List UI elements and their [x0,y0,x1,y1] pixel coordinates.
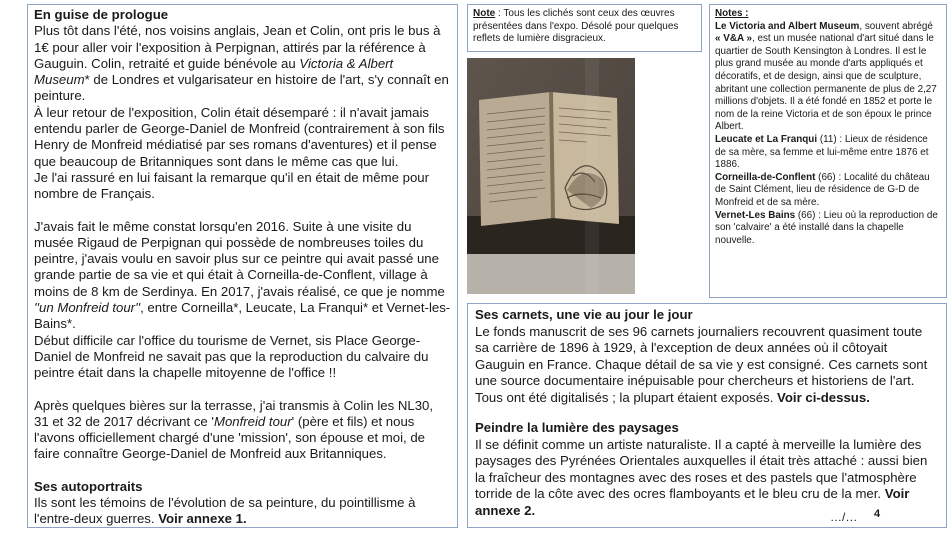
photo-note-box [467,4,702,52]
prologue-paragraph-6: Après quelques bières sur la terrasse, j'ai transmis à Colin les NL30, 31 et 32 de 2017 décrivant ce 'Monfreid tour' (père et fils) et nous l'avons officiellement chargé d'une 'mission', son épouse et moi, de faire connaître George-Daniel de Monfreid aux Britanniques. [34,397,434,462]
prologue-paragraph-4: J'avais fait le même constat lorsqu'en 2016. Suite à une visite du musée Rigaud de Perpignan qui possède de nombreuses toiles du peintre, j'avais voulu en savoir plus sur ce peintre qui avait passé une grande partie de sa vie et qui était à Corneilla-de-Conflent, village à moins de 8 km de Serdinya. En 2017, j'avais réalisé, ce que je nomme ''un Monfreid tour'', entre Corneilla*, Leucate, La Franqui* et Vernet-les-Bains*. [34,218,451,332]
prologue-paragraph-2: À leur retour de l'exposition, Colin était désemparé : il n'avait jamais entendu parler de George-Daniel de Monfreid (contrairement à son fils Henry de Monfreid médiatisé par ses romans d'aventures) et il pense que beaucoup de Britanniques sont dans le même cas que lui. [34,104,445,169]
notes-heading: Notes : [715,8,749,19]
note-corneilla: Corneilla-de-Conflent (66) : Localité du château de Saint Clément, lieu de résidence de G-D de Monfreid et de sa mère. [715,171,930,208]
prologue-paragraph-3: Je l'ai rassuré en lui faisant la remarque qu'il en était de même pour nombre de Français. [34,169,430,202]
note-victoria-albert: Le Victoria and Albert Museum, souvent abrégé « V&A », est un musée national d'art situé dans le quartier de South Kensington à Londres. Il est le plus grand musée au monde d'arts appliqués et décoratifs, et de design, ainsi que de sculpture, abritant une collection permanente de plus de 2,27 millions d'objets. Il a été fondé en 1852 et porte le nom de la reine Victoria et de son époux le prince Albert. [715,20,937,133]
lumiere-paragraph: Il se définit comme un artiste naturaliste. Il a capté à merveille la lumière des paysages des Pyrénées Orientales auxquelles il était très attaché : aussi bien la fraîcheur des montagnes avec des roses et des pastels que l'atmosphère torride de la côte avec des ocres flamboyants et le bleu cru de la mer. Voir annexe 2. [475,436,928,518]
notebook-illustration [467,58,635,294]
notebook-photo [467,58,635,294]
lumiere-heading: Peindre la lumière des paysages [475,420,679,435]
prologue-panel [27,4,458,528]
prologue-paragraph-5: Début difficile car l'office du tourisme de Vernet, sis Place George-Daniel de Monfreid ne savait pas que la reproduction du calvaire du peintre était dans la chapelle mitoyenne de l'office !! [34,332,429,381]
prologue-paragraph-1: Plus tôt dans l'été, nos voisins anglais, Jean et Colin, ont pris le bus à 1€ pour aller voir l'exposition à Perpignan, attirés par la référence à Gauguin. Colin, retraité et guide bénévole au Victoria & Albert Museum* de Londres et vulgarisateur en histoire de l'art, s'y connaît en peinture. [34,23,449,104]
carnets-heading: Ses carnets, une vie au jour le jour [475,307,693,322]
photo-note-text: Note : Tous les clichés sont ceux des œuvres présentées dans l'expo. Désolé pour quelques reflets de lumière disgracieux. [473,8,679,44]
prologue-heading: En guise de prologue [34,7,169,22]
notes-box [709,4,947,298]
autoportraits-paragraph: Ils sont les témoins de l'évolution de sa peinture, du pointillisme à l'entre-deux guerres. Voir annexe 1. [34,495,416,527]
carnets-panel [467,303,947,528]
autoportraits-heading: Ses autoportraits [34,478,143,494]
page-number: 4 [874,508,881,520]
note-leucate: Leucate et La Franqui (11) : Lieux de résidence de sa mère, sa femme et lui-même entre 1876 et 1886. [715,133,929,171]
note-vernet: Vernet-Les Bains (66) : Lieu où la reproduction de son 'calvaire' a été installé dans la chapelle nouvelle. [715,209,938,246]
carnets-paragraph: Le fonds manuscrit de ses 96 carnets journaliers recouvrent quasiment toute sa carrière de 1896 à 1929, à l'exception de deux années où il côtoyait Gauguin en France. Chaque détail de sa vie y est consigné. Ces carnets sont une source documentaire inépuisable pour chercheurs et historiens de l'art. Tous ont été digitalisés ; la plupart étaient exposés. Voir ci-dessus. [475,323,928,405]
continued-marker: …/… [830,510,858,524]
